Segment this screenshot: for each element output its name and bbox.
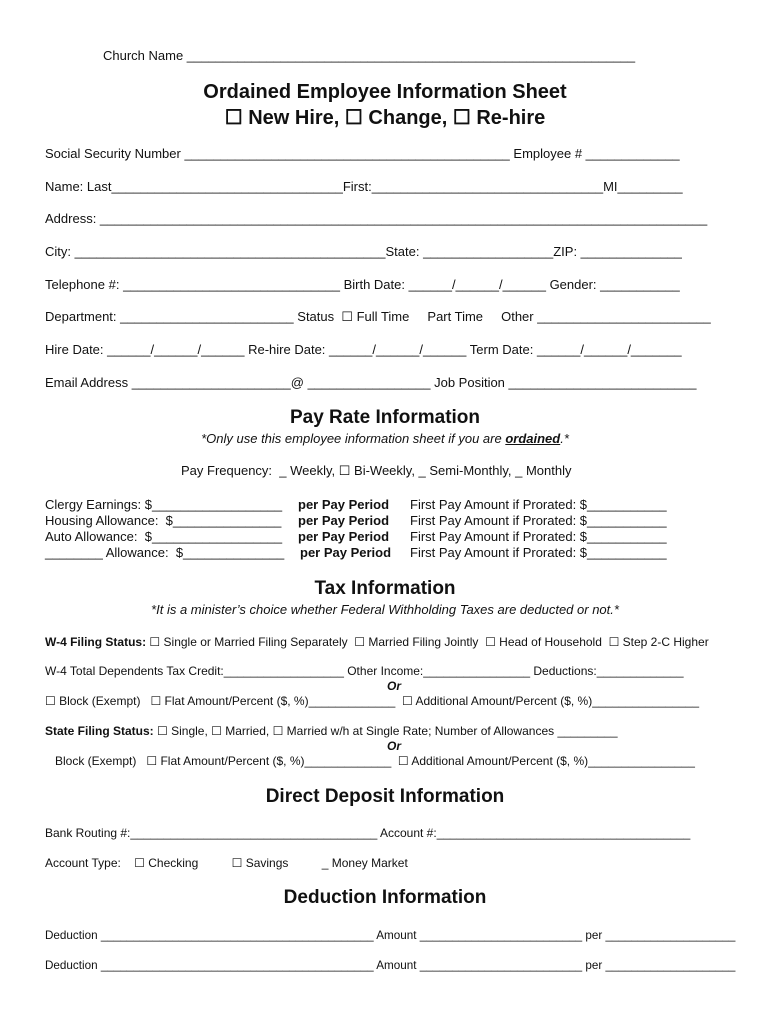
deduction-row[interactable]: Deduction __________________________________________ Amount _________________________ per ____________________ — [45, 958, 736, 972]
deduction-row[interactable]: Deduction __________________________________________ Amount _________________________ per ____________________ — [45, 928, 736, 942]
pay-row-per: per Pay Period — [298, 497, 390, 512]
pay-row-label[interactable]: Clergy Earnings: $__________________ — [45, 497, 283, 512]
pay-row-label[interactable]: Housing Allowance: $_______________ — [45, 513, 282, 528]
pay-note-emphasis: ordained — [505, 431, 561, 446]
name-field-line[interactable]: Name: Last________________________________First:________________________________MI_________ — [45, 179, 683, 194]
form-title: Ordained Employee Information Sheet — [203, 81, 567, 103]
state-filing-status[interactable] — [45, 723, 618, 739]
pay-row-per: per Pay Period — [300, 545, 392, 560]
ssn-field-line[interactable]: Social Security Number _____________________________________________ Employee # _____________ — [45, 146, 680, 161]
pay-row-prorate[interactable]: First Pay Amount if Prorated: $___________ — [410, 529, 667, 544]
state-label: State Filing Status: — [45, 724, 154, 738]
routing-line[interactable]: Bank Routing #:_____________________________________ Account #:______________________________________ — [45, 826, 691, 840]
pay-frequency-line[interactable]: Pay Frequency: _ Weekly, ☐ Bi-Weekly, _ Semi-Monthly, _ Monthly — [181, 463, 572, 478]
dates-field-line[interactable]: Hire Date: ______/______/______ Re-hire Date: ______/______/______ Term Date: ______/______/_______ — [45, 342, 682, 357]
w4-options[interactable]: ☐ Single or Married Filing Separately ☐ Married Filing Jointly ☐ Head of Household ☐ Step 2-C Higher — [146, 635, 709, 649]
deduction-heading: Deduction Information — [283, 887, 487, 908]
address-field-line[interactable]: Address: ____________________________________________________________________________________ — [45, 211, 708, 226]
church-name-line[interactable]: Church Name ______________________________________________________________ — [103, 48, 636, 63]
pay-row-prorate[interactable]: First Pay Amount if Prorated: $___________ — [410, 497, 667, 512]
pay-rate-heading: Pay Rate Information — [289, 407, 481, 428]
state-block-line[interactable]: Block (Exempt) ☐ Flat Amount/Percent ($, %)_____________ ☐ Additional Amount/Percent ($, %)________________ — [45, 754, 695, 768]
pay-row-label[interactable]: ________ Allowance: $______________ — [45, 545, 285, 560]
dependents-line[interactable]: W-4 Total Dependents Tax Credit:__________________ Other Income:________________ Deductions:_____________ — [45, 664, 684, 678]
pay-row-per: per Pay Period — [298, 513, 390, 528]
pay-note-prefix: *Only use this employee information sheet if you are — [201, 431, 506, 446]
pay-row-label[interactable]: Auto Allowance: $__________________ — [45, 529, 283, 544]
pay-row-prorate[interactable]: First Pay Amount if Prorated: $___________ — [410, 545, 667, 560]
state-options[interactable]: ☐ Single, ☐ Married, ☐ Married w/h at Single Rate; Number of Allowances _________ — [153, 724, 618, 738]
hire-type-options[interactable]: ☐ New Hire, ☐ Change, ☐ Re-hire — [224, 107, 546, 129]
or-separator: Or — [387, 739, 402, 753]
pay-row-prorate[interactable]: First Pay Amount if Prorated: $___________ — [410, 513, 667, 528]
or-separator: Or — [387, 679, 402, 693]
tax-heading: Tax Information — [314, 578, 456, 599]
federal-options-line[interactable]: ☐ Block (Exempt) ☐ Flat Amount/Percent ($, %)_____________ ☐ Additional Amount/Percent ($, %)________________ — [45, 694, 699, 708]
pay-note-suffix: .* — [560, 431, 569, 446]
city-field-line[interactable]: City: ___________________________________________State: __________________ZIP: ______________ — [45, 244, 682, 259]
w4-filing-status[interactable] — [45, 634, 709, 650]
pay-row-per: per Pay Period — [298, 529, 390, 544]
pay-rate-note — [0, 431, 770, 447]
email-field-line[interactable]: Email Address ______________________@ _________________ Job Position __________________________ — [45, 375, 697, 390]
department-field-line[interactable]: Department: ________________________ Status ☐ Full Time Part Time Other ________________________ — [45, 309, 711, 324]
phone-field-line[interactable]: Telephone #: ______________________________ Birth Date: ______/______/______ Gender: ___________ — [45, 277, 680, 292]
tax-note: *It is a minister’s choice whether Federal Withholding Taxes are deducted or not.* — [151, 602, 619, 617]
account-type-line[interactable]: Account Type: ☐ Checking ☐ Savings _ Money Market — [45, 856, 408, 870]
w4-label: W-4 Filing Status: — [45, 635, 147, 649]
deposit-heading: Direct Deposit Information — [265, 786, 505, 807]
